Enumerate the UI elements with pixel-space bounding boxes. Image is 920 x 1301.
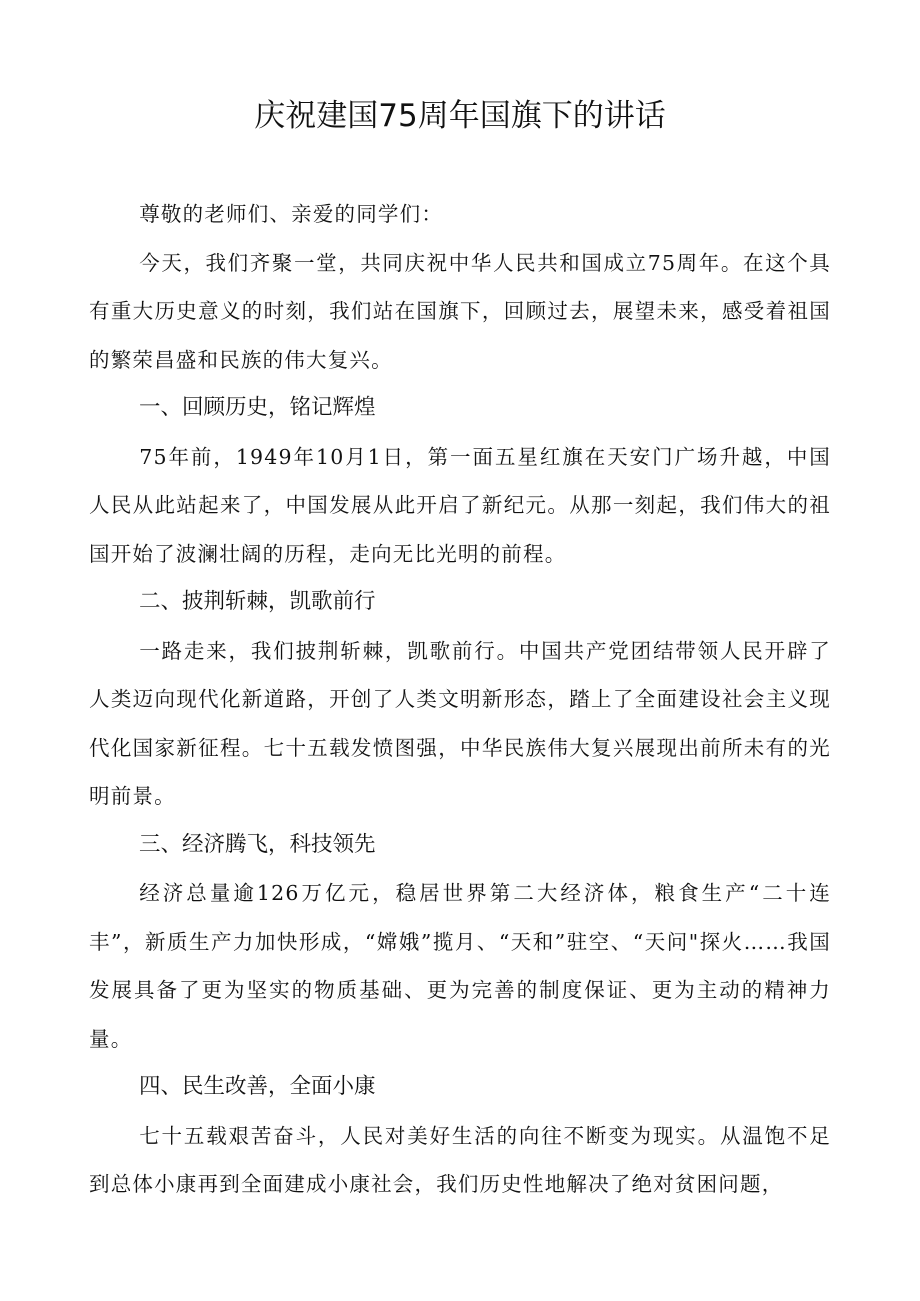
intro-paragraph: 今天，我们齐聚一堂，共同庆祝中华人民共和国成立75周年。在这个具有重大历史意义的时刻，我们站在国旗下，回顾过去，展望未来，感受着祖国的繁荣昌盛和民族的伟大复兴。: [89, 250, 831, 372]
section-heading-3: 三、经济腾飞，科技领先: [139, 831, 376, 857]
section-paragraph-1: 75年前，1949年10月1日，第一面五星红旗在天安门广场升越，中国人民从此站起来了，中国发展从此开启了新纪元。从那一刻起，我们伟大的祖国开始了波澜壮阔的历程，走向无比光明的前程。: [89, 444, 831, 566]
section-paragraph-3: 经济总量逾126万亿元，稳居世界第二大经济体，粮食生产“二十连丰”，新质生产力加快形成，“嫦娥”揽月、“天和”驻空、“天问"探火……我国发展具备了更为坚实的物质基础、更为完善的制度保证、更为主动的精神力量。: [89, 881, 831, 1051]
salutation: 尊敬的老师们、亲爱的同学们：: [139, 202, 444, 226]
section-paragraph-4: 七十五载艰苦奋斗，人民对美好生活的向往不断变为现实。从温饱不足到总体小康再到全面建成小康社会，我们历史性地解决了绝对贫困问题，: [89, 1123, 831, 1196]
document-body: [89, 190, 831, 1209]
section-heading-1: 一、回顾历史，铭记辉煌: [139, 395, 376, 420]
document-title: 庆祝建国75周年国旗下的讲话: [254, 98, 666, 134]
section-paragraph-2: 一路走来，我们披荆斩棘，凯歌前行。中国共产党团结带领人民开辟了人类迈向现代化新道路，开创了人类文明新形态，踏上了全面建设社会主义现代化国家新征程。七十五载发愤图强，中华民族伟大复兴展现出前所未有的光明前景。: [89, 638, 831, 808]
section-heading-2: 二、披荆斩棘，凯歌前行: [139, 589, 376, 614]
section-heading-4: 四、民生改善，全面小康: [139, 1074, 376, 1099]
